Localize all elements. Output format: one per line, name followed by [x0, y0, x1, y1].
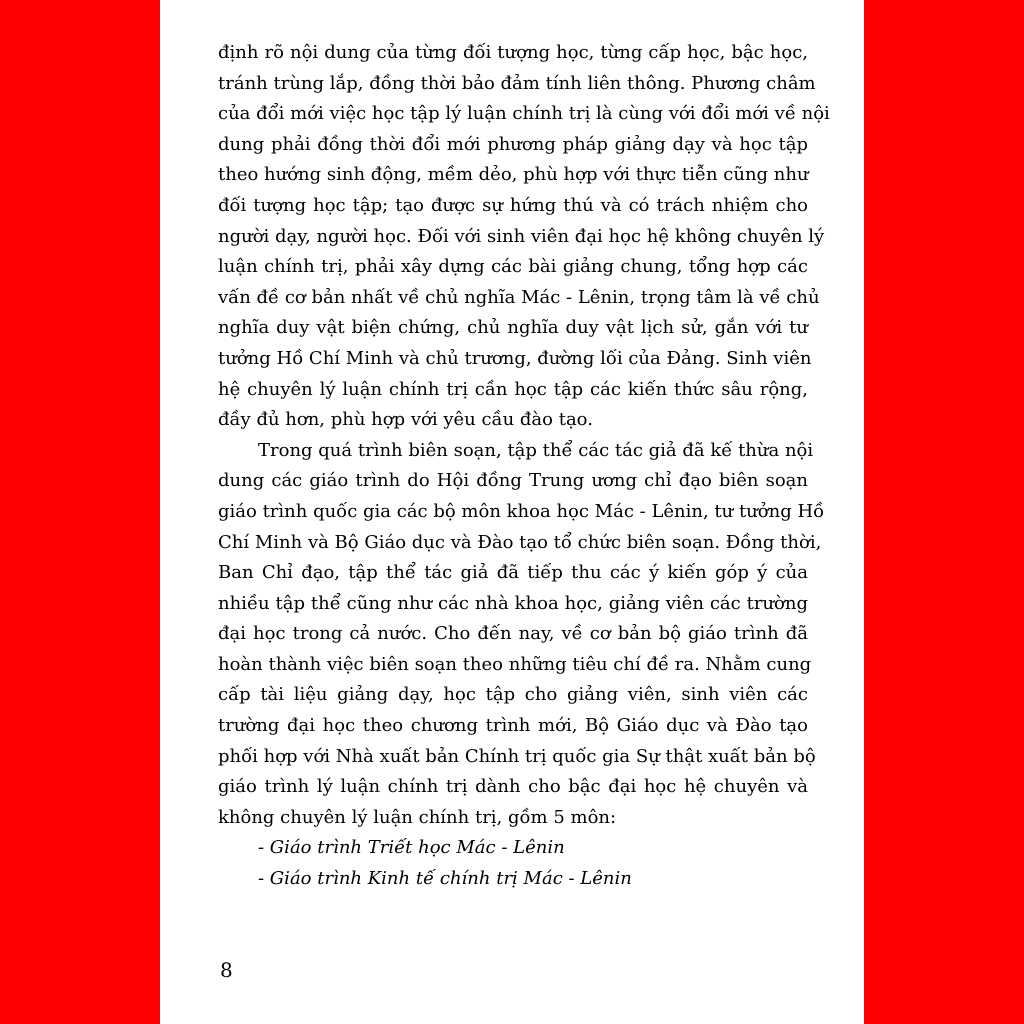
- text-line: định rõ nội dung của từng đối tượng học, từng cấp học, bậc học,: [218, 42, 808, 63]
- text-line: giáo trình quốc gia các bộ môn khoa học Mác - Lênin, tư tưởng Hồ: [218, 500, 825, 522]
- text-line: đối tượng học tập; tạo được sự hứng thú và có trách nhiệm cho: [218, 194, 808, 216]
- text-line: Ban Chỉ đạo, tập thể tác giả đã tiếp thu các ý kiến góp ý của: [218, 562, 808, 584]
- paragraph-1: [218, 38, 830, 436]
- text-line: cấp tài liệu giảng dạy, học tập cho giảng viên, sinh viên các: [218, 684, 808, 706]
- subject-list: [218, 833, 808, 894]
- text-line: phối hợp với Nhà xuất bản Chính trị quốc gia Sự thật xuất bản bộ: [218, 745, 816, 767]
- page-body-text: [218, 38, 830, 895]
- paragraph-2: [218, 436, 825, 834]
- red-frame-right: [864, 0, 1024, 1024]
- text-line: hệ chuyên lý luận chính trị cần học tập các kiến thức sâu rộng,: [218, 378, 808, 400]
- text-line: tránh trùng lắp, đồng thời bảo đảm tính liên thông. Phương châm: [218, 72, 816, 94]
- text-line: giáo trình lý luận chính trị dành cho bậc đại học hệ chuyên và: [218, 776, 808, 798]
- text-line: dung phải đồng thời đổi mới phương pháp giảng dạy và học tập: [218, 133, 808, 155]
- text-line: dung các giáo trình do Hội đồng Trung ương chỉ đạo biên soạn: [218, 470, 808, 492]
- page-number: 8: [220, 958, 233, 982]
- text-line: của đổi mới việc học tập lý luận chính trị là cùng với đổi mới về nội: [218, 103, 830, 125]
- text-line: vấn đề cơ bản nhất về chủ nghĩa Mác - Lênin, trọng tâm là về chủ: [218, 286, 820, 308]
- text-line: nhiều tập thể cũng như các nhà khoa học, giảng viên các trường: [218, 592, 808, 614]
- text-line: không chuyên lý luận chính trị, gồm 5 môn:: [218, 806, 617, 828]
- text-line: đầy đủ hơn, phù hợp với yêu cầu đào tạo.: [218, 409, 593, 431]
- text-line: nghĩa duy vật biện chứng, chủ nghĩa duy vật lịch sử, gắn với tư: [218, 317, 808, 339]
- text-line: đại học trong cả nước. Cho đến nay, về cơ bản bộ giáo trình đã: [218, 623, 808, 645]
- red-frame-left: [0, 0, 160, 1024]
- text-line: tưởng Hồ Chí Minh và chủ trương, đường lối của Đảng. Sinh viên: [218, 347, 812, 369]
- text-line: luận chính trị, phải xây dựng các bài giảng chung, tổng hợp các: [218, 256, 808, 278]
- book-page: [160, 0, 864, 1024]
- list-item: - Giáo trình Kinh tế chính trị Mác - Lênin: [258, 868, 632, 890]
- text-line: Chí Minh và Bộ Giáo dục và Đào tạo tổ chức biên soạn. Đồng thời,: [218, 531, 822, 553]
- text-line: theo hướng sinh động, mềm dẻo, phù hợp với thực tiễn cũng như: [218, 164, 809, 186]
- text-line: hoàn thành việc biên soạn theo những tiêu chí đề ra. Nhằm cung: [218, 653, 812, 675]
- text-line: người dạy, người học. Đối với sinh viên đại học hệ không chuyên lý: [218, 225, 825, 247]
- text-line: Trong quá trình biên soạn, tập thể các tác giả đã kế thừa nội: [258, 439, 814, 461]
- text-line: trường đại học theo chương trình mới, Bộ Giáo dục và Đào tạo: [218, 715, 808, 737]
- list-item: - Giáo trình Triết học Mác - Lênin: [258, 837, 565, 859]
